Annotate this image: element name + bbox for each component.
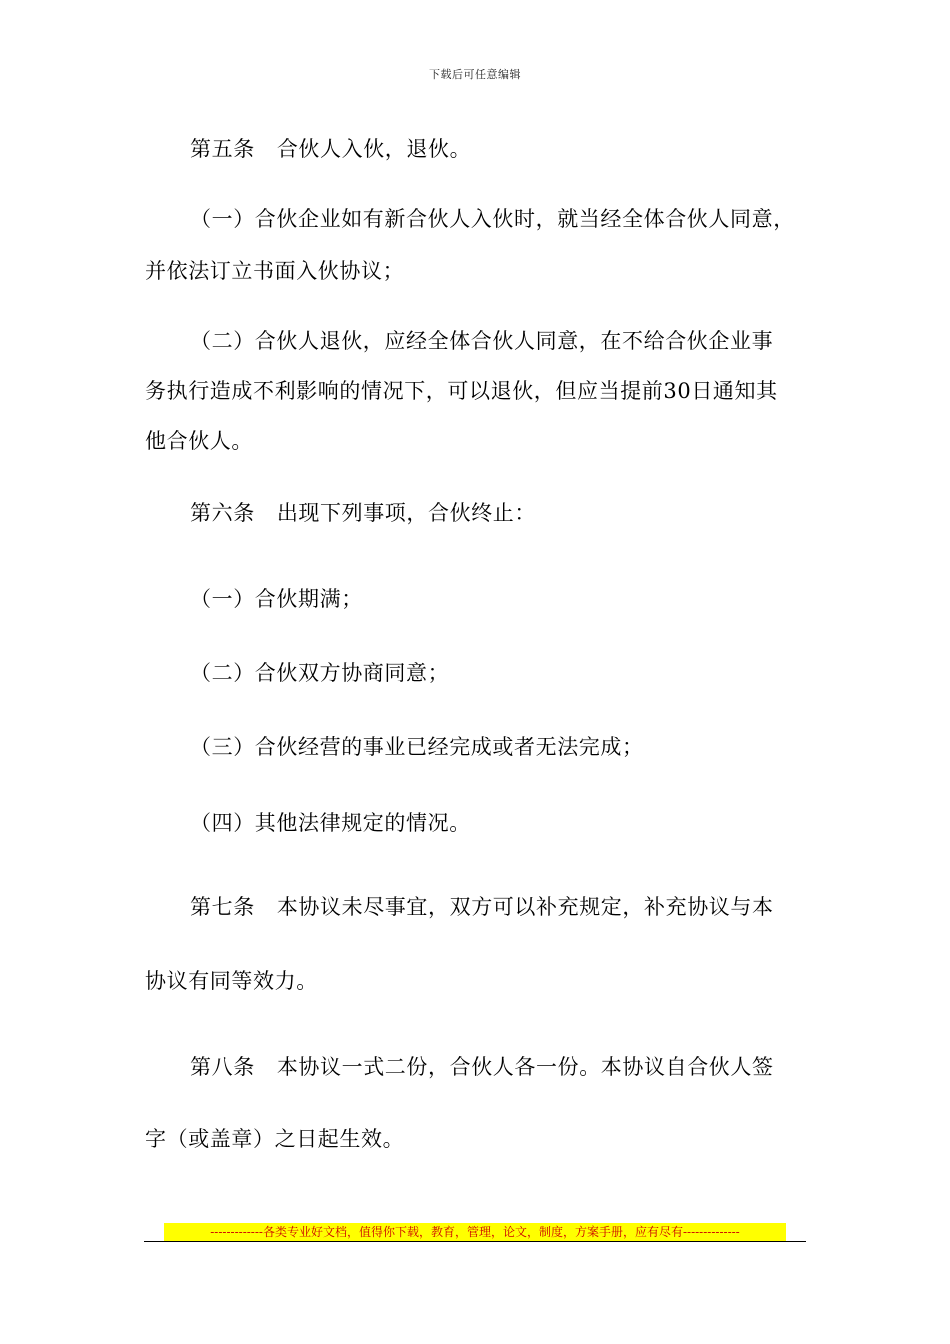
article-6-heading-text: 出现下列事项，合伙终止： [276,501,537,525]
article-5-heading-text: 合伙人入伙，退伙。 [276,137,472,161]
article-8-line-1 [0,1052,950,1082]
article-6-item-2: （二）合伙双方协商同意； [190,661,450,685]
article-5-item-1-line-1: （一）合伙企业如有新合伙人入伙时，就当经全体合伙人同意， [190,207,795,231]
article-6-item-1: （一）合伙期满； [190,587,363,611]
footer-banner: -------------各类专业好文档，值得你下载，教育，管理，论文，制度，方案手册，应有尽有-------------- [164,1223,786,1241]
article-8-text: 本协议一式二份，合伙人各一份。本协议自合伙人签 [276,1055,774,1079]
article-7-title: 第七条 [190,895,255,919]
article-6-title: 第六条 [190,501,255,525]
article-5-item-2-line-3: 他合伙人。 [145,429,253,453]
article-5-item-1-line-2: 并依法订立书面入伙协议； [145,259,405,283]
article-7-text: 本协议未尽事宜，双方可以补充规定，补充协议与本 [276,895,774,919]
page-header: 下载后可任意编辑 [429,68,521,81]
article-5-title: 第五条 [190,137,255,161]
article-5-heading [0,134,950,164]
article-6-item-4: （四）其他法律规定的情况。 [190,811,471,835]
article-7-line-1 [0,892,950,922]
article-7-line-2: 协议有同等效力。 [145,969,318,993]
article-8-title: 第八条 [190,1055,255,1079]
article-5-item-2-line-2: 务执行造成不利影响的情况下，可以退伙，但应当提前30日通知其 [145,379,778,403]
footer-divider [144,1241,806,1242]
article-6-item-3: （三）合伙经营的事业已经完成或者无法完成； [190,735,644,759]
article-8-line-2: 字（或盖章）之日起生效。 [145,1127,405,1151]
article-6-heading [0,498,950,528]
article-5-item-2-line-1: （二）合伙人退伙，应经全体合伙人同意，在不给合伙企业事 [190,329,774,353]
